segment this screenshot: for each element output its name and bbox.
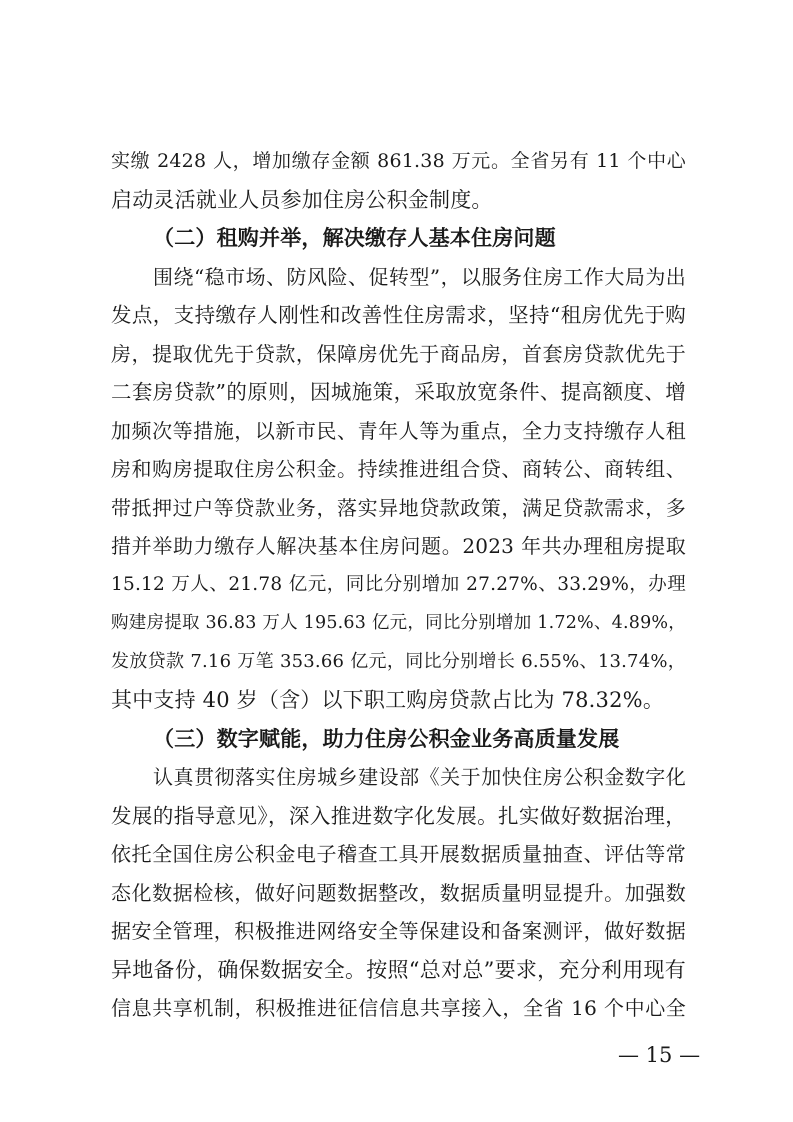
paragraph-line: 加频次等措施，以新市民、青年人等为重点，全力支持缴存人租: [111, 418, 686, 443]
paragraph-line: 带抵押过户等贷款业务，落实异地贷款政策，满足贷款需求，多: [111, 495, 686, 520]
paragraph-line: 发放贷款 7.16 万笔 353.66 亿元，同比分别增长 6.55%、13.74%，: [111, 650, 686, 672]
paragraph-line: 房和购房提取住房公积金。持续推进组合贷、商转公、商转组、: [111, 457, 686, 481]
page-number: — 15 —: [618, 1043, 701, 1067]
paragraph-line: 15.12 万人、21.78 亿元，同比分别增加 27.27%、33.29%，办理: [111, 573, 686, 595]
paragraph-line: 实缴 2428 人，增加缴存金额 861.38 万元。全省另有 11 个中心: [111, 150, 686, 172]
section-heading: （二）租购并举，解决缴存人基本住房问题: [153, 225, 556, 250]
paragraph-line: 二套房贷款”的原则，因城施策，采取放宽条件、提高额度、增: [111, 380, 686, 404]
paragraph-line: 其中支持 40 岁（含）以下职工购房贷款占比为 78.32%。: [111, 688, 665, 712]
paragraph-line: 围绕“稳市场、防风险、促转型”，以服务住房工作大局为出: [153, 264, 686, 289]
paragraph-line: 发展的指导意见》，深入推进数字化发展。扎实做好数据治理，: [111, 803, 686, 828]
paragraph-line: 认真贯彻落实住房城乡建设部《关于加快住房公积金数字化: [153, 765, 686, 789]
section-heading: （三）数字赋能，助力住房公积金业务高质量发展: [153, 725, 620, 751]
paragraph-line: 据安全管理，积极推进网络安全等保建设和备案测评，做好数据: [111, 919, 686, 943]
paragraph-line: 启动灵活就业人员参加住房公积金制度。: [111, 187, 493, 212]
body-text: [111, 142, 686, 1028]
paragraph-line: 房，提取优先于贷款，保障房优先于商品房，首套房贷款优先于: [111, 341, 686, 366]
paragraph-line: 发点，支持缴存人刚性和改善性住房需求，坚持“租房优先于购: [111, 303, 686, 327]
paragraph-line: 异地备份，确保数据安全。按照“总对总”要求，充分利用现有: [111, 957, 686, 982]
paragraph-line: 信息共享机制，积极推进征信信息共享接入，全省 16 个中心全: [111, 996, 686, 1020]
paragraph-line: 措并举助力缴存人解决基本住房问题。2023 年共办理租房提取: [111, 534, 686, 558]
paragraph-line: 依托全国住房公积金电子稽查工具开展数据质量抽查、评估等常: [111, 842, 686, 866]
paragraph-line: 态化数据检核，做好问题数据整改，数据质量明显提升。加强数: [111, 880, 686, 905]
paragraph-line: 购建房提取 36.83 万人 195.63 亿元，同比分别增加 1.72%、4.89%，: [111, 613, 686, 633]
